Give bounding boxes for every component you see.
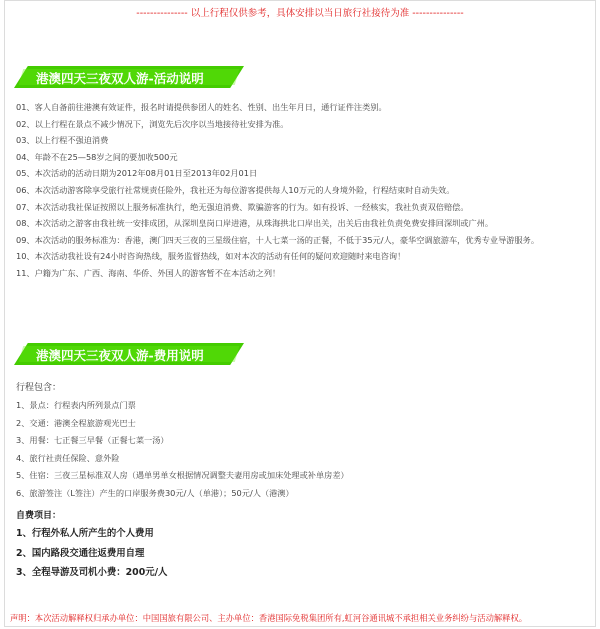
list-item: 2、国内路段交通往返费用自理 (16, 547, 145, 559)
list-item: 1、行程外私人所产生的个人费用 (16, 528, 154, 539)
list-item: 08、本次活动之游客由我社统一安排成团，从深圳皇岗口岸进港，从珠海拱北口岸出关，出关后由我社负责免费安排回深圳或广州。 (16, 218, 494, 229)
list-item: 1、景点：行程表内所列景点门票 (16, 400, 136, 410)
list-item: 07、本次活动我社保证按照以上服务标准执行，绝无强迫消费、欺骗游客的行为。如有投诉、一经核实，我社负责双倍赔偿。 (16, 201, 469, 212)
list-item: 01、客人自备前往港澳有效证件，报名时请提供参团人的姓名、性别、出生年月日，通行证件注类别。 (16, 102, 387, 112)
self-pay-list (16, 524, 591, 583)
fee-description-banner (14, 343, 244, 365)
list-item: 02、以上行程在景点不减少情况下，浏览先后次序以当地接待社安排为准。 (16, 118, 289, 129)
list-item: 3、用餐：七正餐三早餐（正餐七菜一汤） (16, 435, 169, 445)
list-item: 4、旅行社责任保险、意外险 (16, 452, 120, 463)
list-item: 04、年龄不在25—58岁之间的要加收500元 (16, 151, 178, 162)
fee-includes-list (16, 397, 591, 502)
fee-description-title: 港澳四天三夜双人游-费用说明 (36, 348, 204, 363)
list-item: 2、交通：港澳全程旅游观光巴士 (16, 417, 136, 428)
list-item: 11、户籍为广东、广西、海南、华侨、外国人的游客暂不在本活动之列！ (16, 267, 281, 278)
list-item: 10、本次活动我社设有24小时咨询热线，服务监督热线，如对本次的活动有任何的疑问欢迎随时来电咨询！ (16, 251, 406, 262)
list-item: 09、本次活动的服务标准为：香港，澳门四天三夜的三星级住宿，十人七菜一汤的正餐，不低于35元/人，豪华空调旅游车，优秀专业导游服务。 (16, 234, 540, 245)
list-item: 05、本次活动的活动日期为2012年08月01日至2013年02月01日 (16, 168, 258, 179)
list-item: 03、以上行程不强迫消费 (16, 135, 109, 146)
itinerary-notice: --------------- 以上行程仅供参考，具体安排以当日旅行社接待为准 --------------- (136, 8, 464, 19)
fee-includes-label: 行程包含： (16, 383, 62, 393)
list-item: 06、本次活动游客除享受旅行社常规责任险外，我社还为每位游客提供每人10万元的人身境外险，行程结束时自动失效。 (16, 184, 455, 195)
list-item: 6、旅游签注（L签注）产生的口岸服务费30元/人（单港）；50元/人（港澳） (16, 487, 294, 498)
disclaimer-text: 声明：本次活动解释权归承办单位：中国国旅有限公司、主办单位：香港国际免税集团所有,虹河谷通讯城不承担相关业务纠纷与活动解释权。 (10, 613, 528, 623)
activity-description-banner (14, 66, 244, 88)
list-item: 3、全程导游及司机小费：200元/人 (16, 567, 168, 578)
activity-description-list (16, 99, 591, 282)
activity-description-title: 港澳四天三夜双人游-活动说明 (36, 71, 204, 86)
self-pay-label: 自费项目： (16, 511, 62, 521)
list-item: 5、住宿：三夜三星标准双人房（遇单男单女根据情况调整夫妻用房或加床处理或补单房差） (16, 470, 349, 480)
